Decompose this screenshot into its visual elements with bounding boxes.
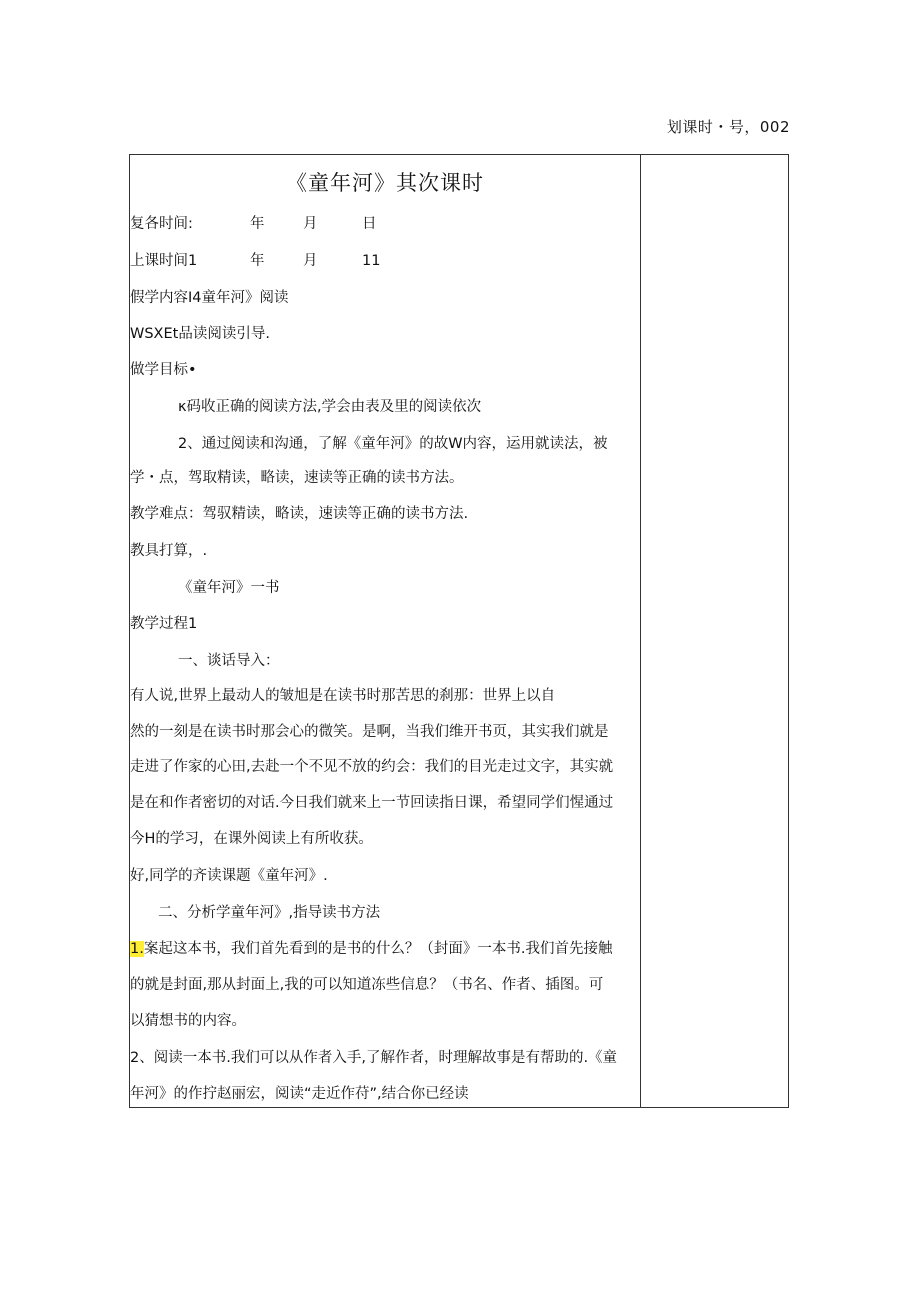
item-2-line: 年河》的作拧赵丽宏，阅读“走近作苻”,结合你已经读 <box>130 1086 469 1102</box>
process-label: 教学过程1 <box>130 616 198 632</box>
para-1-line: 今H的学习，在课外阅读上有所收获。 <box>130 831 373 847</box>
prep-time-year: 年 <box>250 216 265 232</box>
prep-time-label: 复各时间: <box>130 216 193 232</box>
para-1-line: 走进了作家的心田,去赴一个不见不放的约会：我们的目光走过文字，其实就 <box>130 759 614 775</box>
highlight-marker: 1. <box>130 941 144 957</box>
class-time-day: 11 <box>362 253 381 269</box>
lesson-title: 《童年河》其次课时 <box>286 171 484 195</box>
para-2: 好,同学的齐读课题《童年河》. <box>130 868 328 884</box>
item-1-line-1 <box>130 939 640 959</box>
content-line: 假学内容I4童年河》阅读 <box>130 290 289 306</box>
item-1-line: 以猜想书的内容。 <box>130 1013 246 1029</box>
goals-label: 做学目标• <box>130 362 197 378</box>
para-1-line: 有人说,世界上最动人的皱旭是在读书时那苦思的刹那：世界上以自 <box>130 688 556 704</box>
type-line: WSXEt品读阅读引导. <box>130 326 270 342</box>
item-2-line: 2、阅读一本书.我们可以从作者入手,了解作者，时理解故事是有帮助的.《童 <box>130 1050 618 1066</box>
class-time-month: 月 <box>303 253 318 269</box>
teaching-difficulty: 教学难点：驾驭精读，略读，速读等正确的读书方法. <box>130 506 469 522</box>
tools-item: 《童年河》一书 <box>178 580 280 596</box>
tools-label: 教具打算，. <box>130 543 208 559</box>
para-1-line: 是在和作者密切的对话.今日我们就来上一节回读指日课，希望同学们惺通过 <box>130 795 614 811</box>
goal-1: κ码收正确的阅读方法,学会由表及里的阅读依次 <box>178 399 482 415</box>
goal-2-line-1: 2、通过阅读和沟通，了解《童年河》的故W内容，运用就读法，被 <box>178 436 608 452</box>
prep-time-day: 日 <box>362 216 377 232</box>
prep-time-month: 月 <box>303 216 318 232</box>
notes-cell <box>641 155 789 1107</box>
para-1-line: 然的一刻是在读书时那会心的微笑。是啊，当我们维开书页，其实我们就是 <box>130 724 609 740</box>
class-time-label: 上课时间1 <box>130 253 198 269</box>
section-2-heading: 二、分析学童年河》,指导读书方法 <box>158 905 381 921</box>
goal-2-line-2: 学・点，驾取精读，略读，速读等正确的读书方法。 <box>130 470 464 486</box>
lesson-plan-table <box>129 154 789 1108</box>
class-time-year: 年 <box>250 253 265 269</box>
item-1-line: 的就是封面,那从封面上,我的可以知道冻些信息？（书名、作者、插图。可 <box>130 977 604 993</box>
section-1-heading: 一、谈话导入： <box>178 653 280 669</box>
lesson-code: 划课时・号，002 <box>666 118 790 136</box>
item-1-text: 案起这本书，我们首先看到的是书的什么？（封面》一本书.我们首先接触 <box>143 941 613 957</box>
lesson-content-cell <box>130 155 640 1107</box>
